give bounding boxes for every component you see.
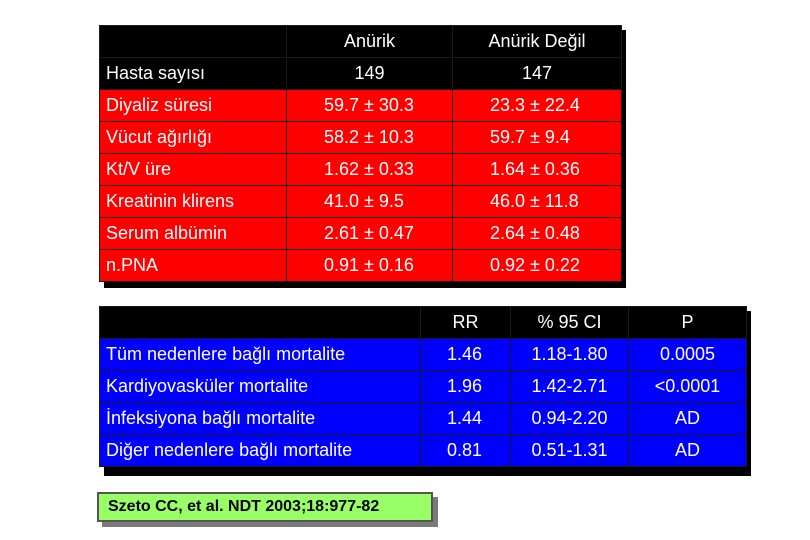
row-label: Diğer nedenlere bağlı mortalite xyxy=(100,435,421,467)
table-row xyxy=(100,122,622,154)
row-label: Vücut ağırlığı xyxy=(100,122,287,154)
cell-ci: 0.51-1.31 xyxy=(511,435,629,467)
cell-p: AD xyxy=(629,403,747,435)
table-row xyxy=(100,58,622,90)
table-row xyxy=(100,339,747,371)
row-label: İnfeksiyona bağlı mortalite xyxy=(100,403,421,435)
table-row xyxy=(100,250,622,282)
table2-header-ci: % 95 CI xyxy=(511,307,629,339)
cell-non-anuric: 0.92 ± 0.22 xyxy=(453,250,622,282)
cell-ci: 1.18-1.80 xyxy=(511,339,629,371)
table1-corner-cell xyxy=(100,26,287,58)
cell-rr: 1.44 xyxy=(421,403,511,435)
row-label: Kreatinin klirens xyxy=(100,186,287,218)
table1-header-row xyxy=(100,26,622,58)
cell-anuric: 149 xyxy=(287,58,453,90)
cell-rr: 0.81 xyxy=(421,435,511,467)
table-row xyxy=(100,154,622,186)
row-label: Hasta sayısı xyxy=(100,58,287,90)
row-label: Serum albümin xyxy=(100,218,287,250)
row-label: Kt/V üre xyxy=(100,154,287,186)
cell-ci: 0.94-2.20 xyxy=(511,403,629,435)
citation-text: Szeto CC, et al. NDT 2003;18:977-82 xyxy=(108,498,380,515)
table-row xyxy=(100,90,622,122)
citation-box xyxy=(97,492,433,522)
table-row xyxy=(100,186,622,218)
table-row xyxy=(100,371,747,403)
table2-header-rr: RR xyxy=(421,307,511,339)
table1-header-anuric: Anürik xyxy=(287,26,453,58)
table-row xyxy=(100,403,747,435)
cell-rr: 1.96 xyxy=(421,371,511,403)
cell-rr: 1.46 xyxy=(421,339,511,371)
table2-corner-cell xyxy=(100,307,421,339)
table2-header-row xyxy=(100,307,747,339)
cell-non-anuric: 23.3 ± 22.4 xyxy=(453,90,622,122)
cell-non-anuric: 2.64 ± 0.48 xyxy=(453,218,622,250)
cell-non-anuric: 59.7 ± 9.4 xyxy=(453,122,622,154)
cell-non-anuric: 147 xyxy=(453,58,622,90)
cell-p: 0.0005 xyxy=(629,339,747,371)
cell-anuric: 2.61 ± 0.47 xyxy=(287,218,453,250)
row-label: n.PNA xyxy=(100,250,287,282)
mortality-risk-table xyxy=(99,306,747,467)
cell-ci: 1.42-2.71 xyxy=(511,371,629,403)
table1-header-non-anuric: Anürik Değil xyxy=(453,26,622,58)
cell-non-anuric: 1.64 ± 0.36 xyxy=(453,154,622,186)
table-row xyxy=(100,218,622,250)
cell-anuric: 58.2 ± 10.3 xyxy=(287,122,453,154)
table-row xyxy=(100,435,747,467)
cell-anuric: 1.62 ± 0.33 xyxy=(287,154,453,186)
row-label: Diyaliz süresi xyxy=(100,90,287,122)
cell-non-anuric: 46.0 ± 11.8 xyxy=(453,186,622,218)
cell-anuric: 41.0 ± 9.5 xyxy=(287,186,453,218)
patient-characteristics-table xyxy=(99,25,622,282)
cell-p: <0.0001 xyxy=(629,371,747,403)
cell-anuric: 59.7 ± 30.3 xyxy=(287,90,453,122)
row-label: Tüm nedenlere bağlı mortalite xyxy=(100,339,421,371)
table2-header-p: P xyxy=(629,307,747,339)
cell-anuric: 0.91 ± 0.16 xyxy=(287,250,453,282)
cell-p: AD xyxy=(629,435,747,467)
row-label: Kardiyovasküler mortalite xyxy=(100,371,421,403)
